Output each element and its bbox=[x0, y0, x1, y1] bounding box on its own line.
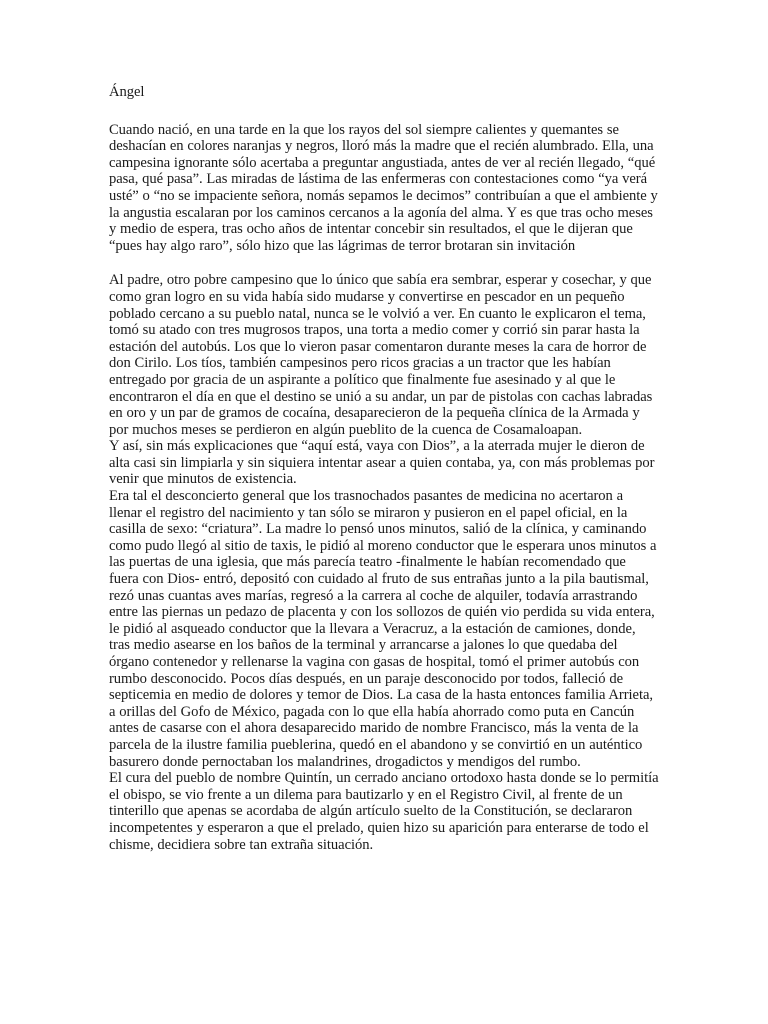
paragraph-discharge: Y así, sin más explicaciones que “aquí está, vaya con Dios”, a la aterrada mujer le dieron de alta casi sin limpiarla y sin siquiera intentar asear a quien contaba, ya, con más problemas por venir que minutos de existencia. bbox=[109, 438, 655, 488]
paragraph-father: Al padre, otro pobre campesino que lo único que sabía era sembrar, esperar y cosechar, y que como gran logro en su vida había sido mudarse y convertirse en pescador en un pequeño poblado cercano a su pueblo natal, nunca se le volvió a ver. En cuanto le explicaron el tema, tomó su atado con tres mugrosos trapos, una torta a medio comer y corrió sin parar hasta la estación del autobús. Los que lo vieron pasar comentaron durante meses la cara de horror de don Cirilo. Los tíos, también campesinos pero ricos gracias a un tractor que les habían entregado por gracia de un aspirante a político que finalmente fue asesinado y al que le encontraron el día en que el destino se unió a su andar, un par de pistolas con cachas labradas en oro y un par de gramos de cocaína, desaparecieron de la pequeña clínica de la Armada y por muchos meses se perdieron en algún pueblito de la cuenca de Cosamaloapan. bbox=[109, 272, 653, 438]
paragraph-birth: Cuando nació, en una tarde en la que los rayos del sol siempre calientes y quemantes se deshacían en colores naranjas y negros, lloró más la madre que el recién alumbrado. Ella, una campesina ignorante sólo acertaba a preguntar angustiada, antes de ver al recién llegado, “qué pasa, qué pasa”. Las miradas de lástima de las enfermeras con contestaciones como “ya verá usté” o “no se impaciente señora, nomás sepamos le decimos” contribuían a que el ambiente y la angustia escalaran por los caminos cercanos a la agonía del alma. Y es que tras ocho meses y medio de espera, tras ocho años de intentar concebir sin resultados, el que le dijeran que “pues hay algo raro”, sólo hizo que las lágrimas de terror brotaran sin invitación bbox=[109, 121, 658, 254]
document-body bbox=[109, 84, 659, 853]
document-title: Ángel bbox=[109, 84, 145, 100]
paragraph-registry: Era tal el desconcierto general que los trasnochados pasantes de medicina no acertaron a llenar el registro del nacimiento y tan sólo se miraron y pusieron en el papel oficial, en la casilla de sexo: “criatura”. La madre lo pensó unos minutos, salió de la clínica, y caminando como pudo llegó al sitio de taxis, le pidió al moreno conductor que le esperara unos minutos a las puertas de una iglesia, que más parecía teatro -finalmente le habían recomendado que fuera con Dios- entró, depositó con cuidado al fruto de sus entrañas junto a la pila bautismal, rezó unas cuantas aves marías, regresó a la carrera al coche de alquiler, todavía arrastrando entre las piernas un pedazo de placenta y con los sollozos de quién vio perdida su vida entera, le pidió al asqueado conductor que la llevara a Veracruz, a la estación de camiones, donde, tras medio asearse en los baños de la terminal y arrancarse a jalones lo que quedaba del órgano contenedor y rellenarse la vagina con gasas de hospital, tomó el primer autobús con rumbo desconocido. Pocos días después, en un paraje desconocido por todos, falleció de septicemia en medio de dolores y temor de Dios. La casa de la hasta entonces familia Arrieta, a orillas del Gofo de México, pagada con lo que ella había ahorrado como puta en Cancún antes de casarse con el ahora desaparecido marido de nombre Francisco, más la venta de la parcela de la ilustre familia pueblerina, quedó en el abandono y se convirtió en un auténtico basurero donde pernoctaban los malandrines, drogadictos y mendigos del rumbo. bbox=[109, 488, 657, 770]
paragraph-priest: El cura del pueblo de nombre Quintín, un cerrado anciano ortodoxo hasta donde se lo permitía el obispo, se vio frente a un dilema para bautizarlo y en el Registro Civil, al frente de un tinterillo que apenas se acordaba de algún artículo suelto de la Constitución, se declararon incompetentes y esperaron a que el prelado, quien hizo su aparición para enterarse de todo el chisme, decidiera sobre tan extraña situación. bbox=[109, 770, 659, 853]
